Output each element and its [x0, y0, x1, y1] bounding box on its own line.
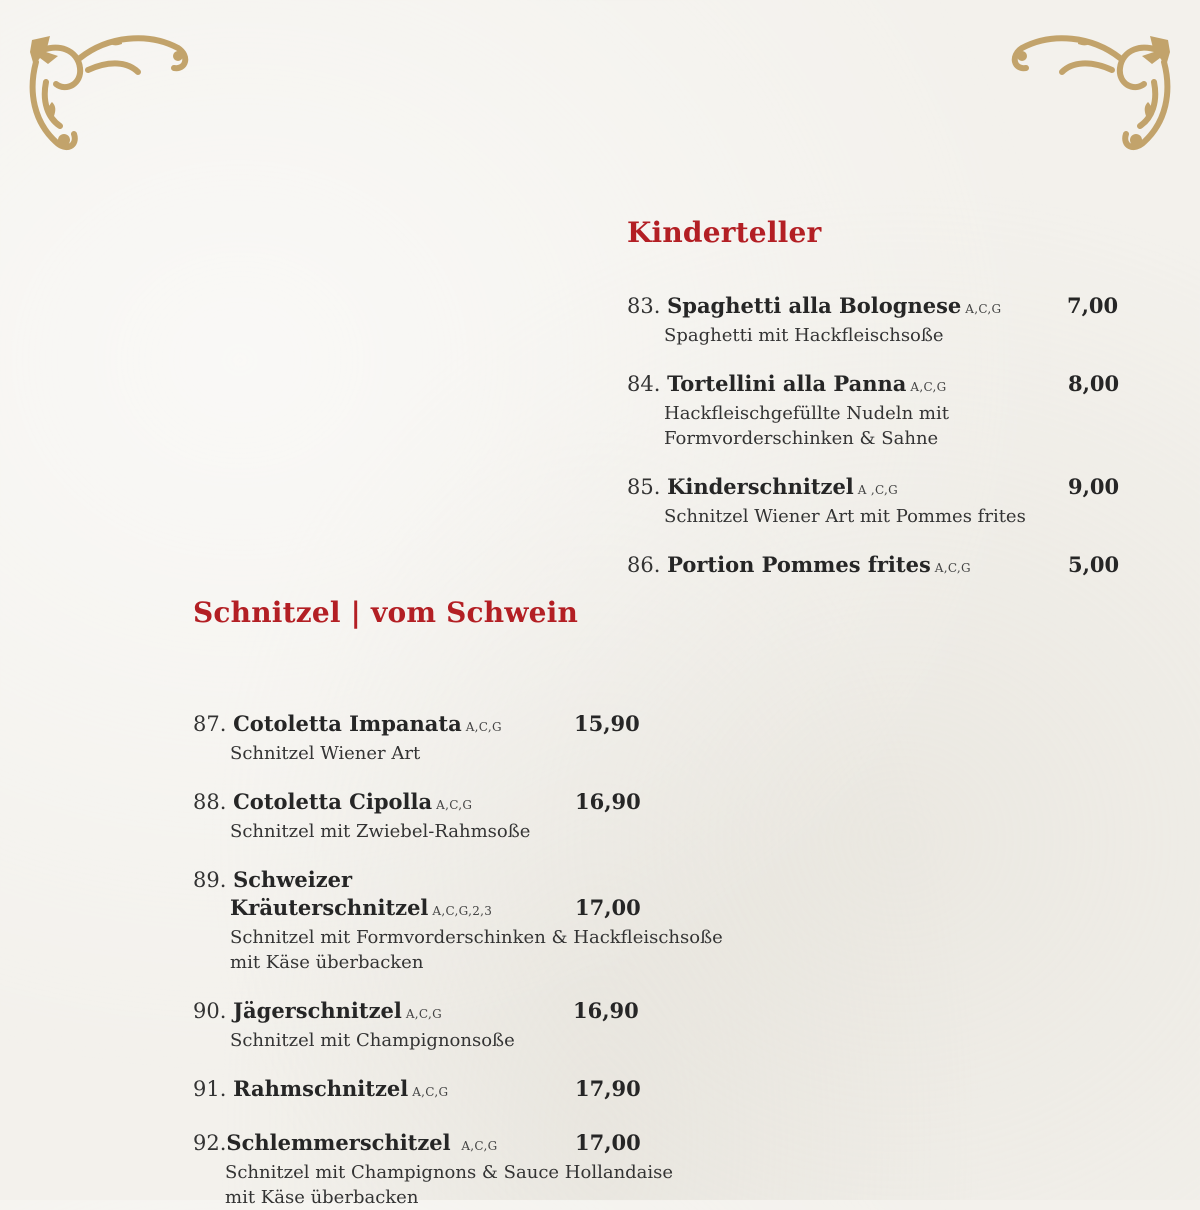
menu-item-84 [627, 370, 1120, 451]
item-name: Schlemmerschitzel [226, 1130, 451, 1155]
item-price: 8,00 [1068, 371, 1120, 396]
item-allergens: A,C,G [436, 798, 473, 812]
item-allergens: A,C,G [965, 302, 1002, 316]
item-description: Schnitzel mit Champignons & Sauce Hollandaise [225, 1162, 674, 1183]
item-allergens: A ,C,G [857, 483, 899, 497]
item-number: 89. [193, 868, 227, 892]
item-name: Cotoletta Impanata [233, 711, 462, 736]
item-number: 92. [193, 1131, 227, 1155]
item-price: 9,00 [1068, 474, 1120, 499]
item-number: 91. [193, 1077, 227, 1101]
item-price: 5,00 [1068, 552, 1120, 577]
item-number: 85. [627, 475, 661, 499]
item-price: 15,90 [574, 711, 640, 736]
item-name-line2: Kräuterschnitzel [230, 895, 429, 920]
item-description: Schnitzel Wiener Art mit Pommes frites [664, 506, 1026, 527]
item-name: Tortellini alla Panna [667, 371, 907, 396]
item-price: 17,90 [575, 1076, 641, 1101]
section-title-kinderteller: Kinderteller [627, 216, 822, 249]
item-description: mit Käse überbacken [225, 1187, 419, 1208]
item-description: Schnitzel mit Zwiebel-Rahmsoße [230, 821, 531, 842]
item-allergens: A,C,G,2,3 [432, 904, 493, 918]
item-description: Formvorderschinken & Sahne [664, 428, 939, 449]
menu-item-91 [193, 1075, 713, 1106]
item-name: Cotoletta Cipolla [233, 789, 433, 814]
menu-item-86 [627, 551, 1120, 582]
item-name: Jägerschnitzel [233, 998, 402, 1023]
item-description: Spaghetti mit Hackfleischsoße [664, 325, 944, 346]
item-name: Portion Pommes frites [667, 552, 931, 577]
item-name: Kinderschnitzel [667, 474, 854, 499]
menu-item-85 [627, 473, 1120, 529]
item-allergens: A,C,G [934, 561, 971, 575]
item-price: 17,00 [575, 1130, 641, 1155]
item-number: 84. [627, 372, 661, 396]
item-allergens: A,C,G [461, 1139, 498, 1153]
item-number: 90. [193, 999, 227, 1023]
item-number: 86. [627, 553, 661, 577]
item-allergens: A,C,G [910, 380, 947, 394]
menu-item-90 [193, 997, 713, 1053]
menu-item-83 [627, 292, 1119, 348]
item-price: 16,90 [575, 789, 641, 814]
corner-ornament-left-icon [18, 22, 198, 167]
item-description: mit Käse überbacken [230, 952, 424, 973]
corner-ornament-right-icon [1002, 22, 1182, 167]
item-name: Rahmschnitzel [233, 1076, 409, 1101]
menu-item-89 [193, 866, 723, 975]
item-description: Hackfleischgefüllte Nudeln mit [664, 403, 949, 424]
item-allergens: A,C,G [405, 1007, 442, 1021]
item-name: Schweizer [233, 867, 353, 892]
item-description: Schnitzel Wiener Art [230, 743, 421, 764]
section-title-schnitzel: Schnitzel | vom Schwein [193, 596, 579, 629]
menu-item-87 [193, 710, 713, 766]
item-number: 83. [627, 294, 661, 318]
item-number: 88. [193, 790, 227, 814]
item-price: 17,00 [575, 895, 641, 920]
item-price: 7,00 [1067, 293, 1119, 318]
item-number: 87. [193, 712, 227, 736]
item-price: 16,90 [573, 998, 639, 1023]
menu-item-88 [193, 788, 713, 844]
item-description: Schnitzel mit Champignonsoße [230, 1030, 515, 1051]
item-description: Schnitzel mit Formvorderschinken & Hackfleischsoße [230, 927, 723, 948]
menu-item-92 [193, 1129, 713, 1210]
item-allergens: A,C,G [465, 720, 502, 734]
item-name: Spaghetti alla Bolognese [667, 293, 962, 318]
item-allergens: A,C,G [412, 1085, 449, 1099]
